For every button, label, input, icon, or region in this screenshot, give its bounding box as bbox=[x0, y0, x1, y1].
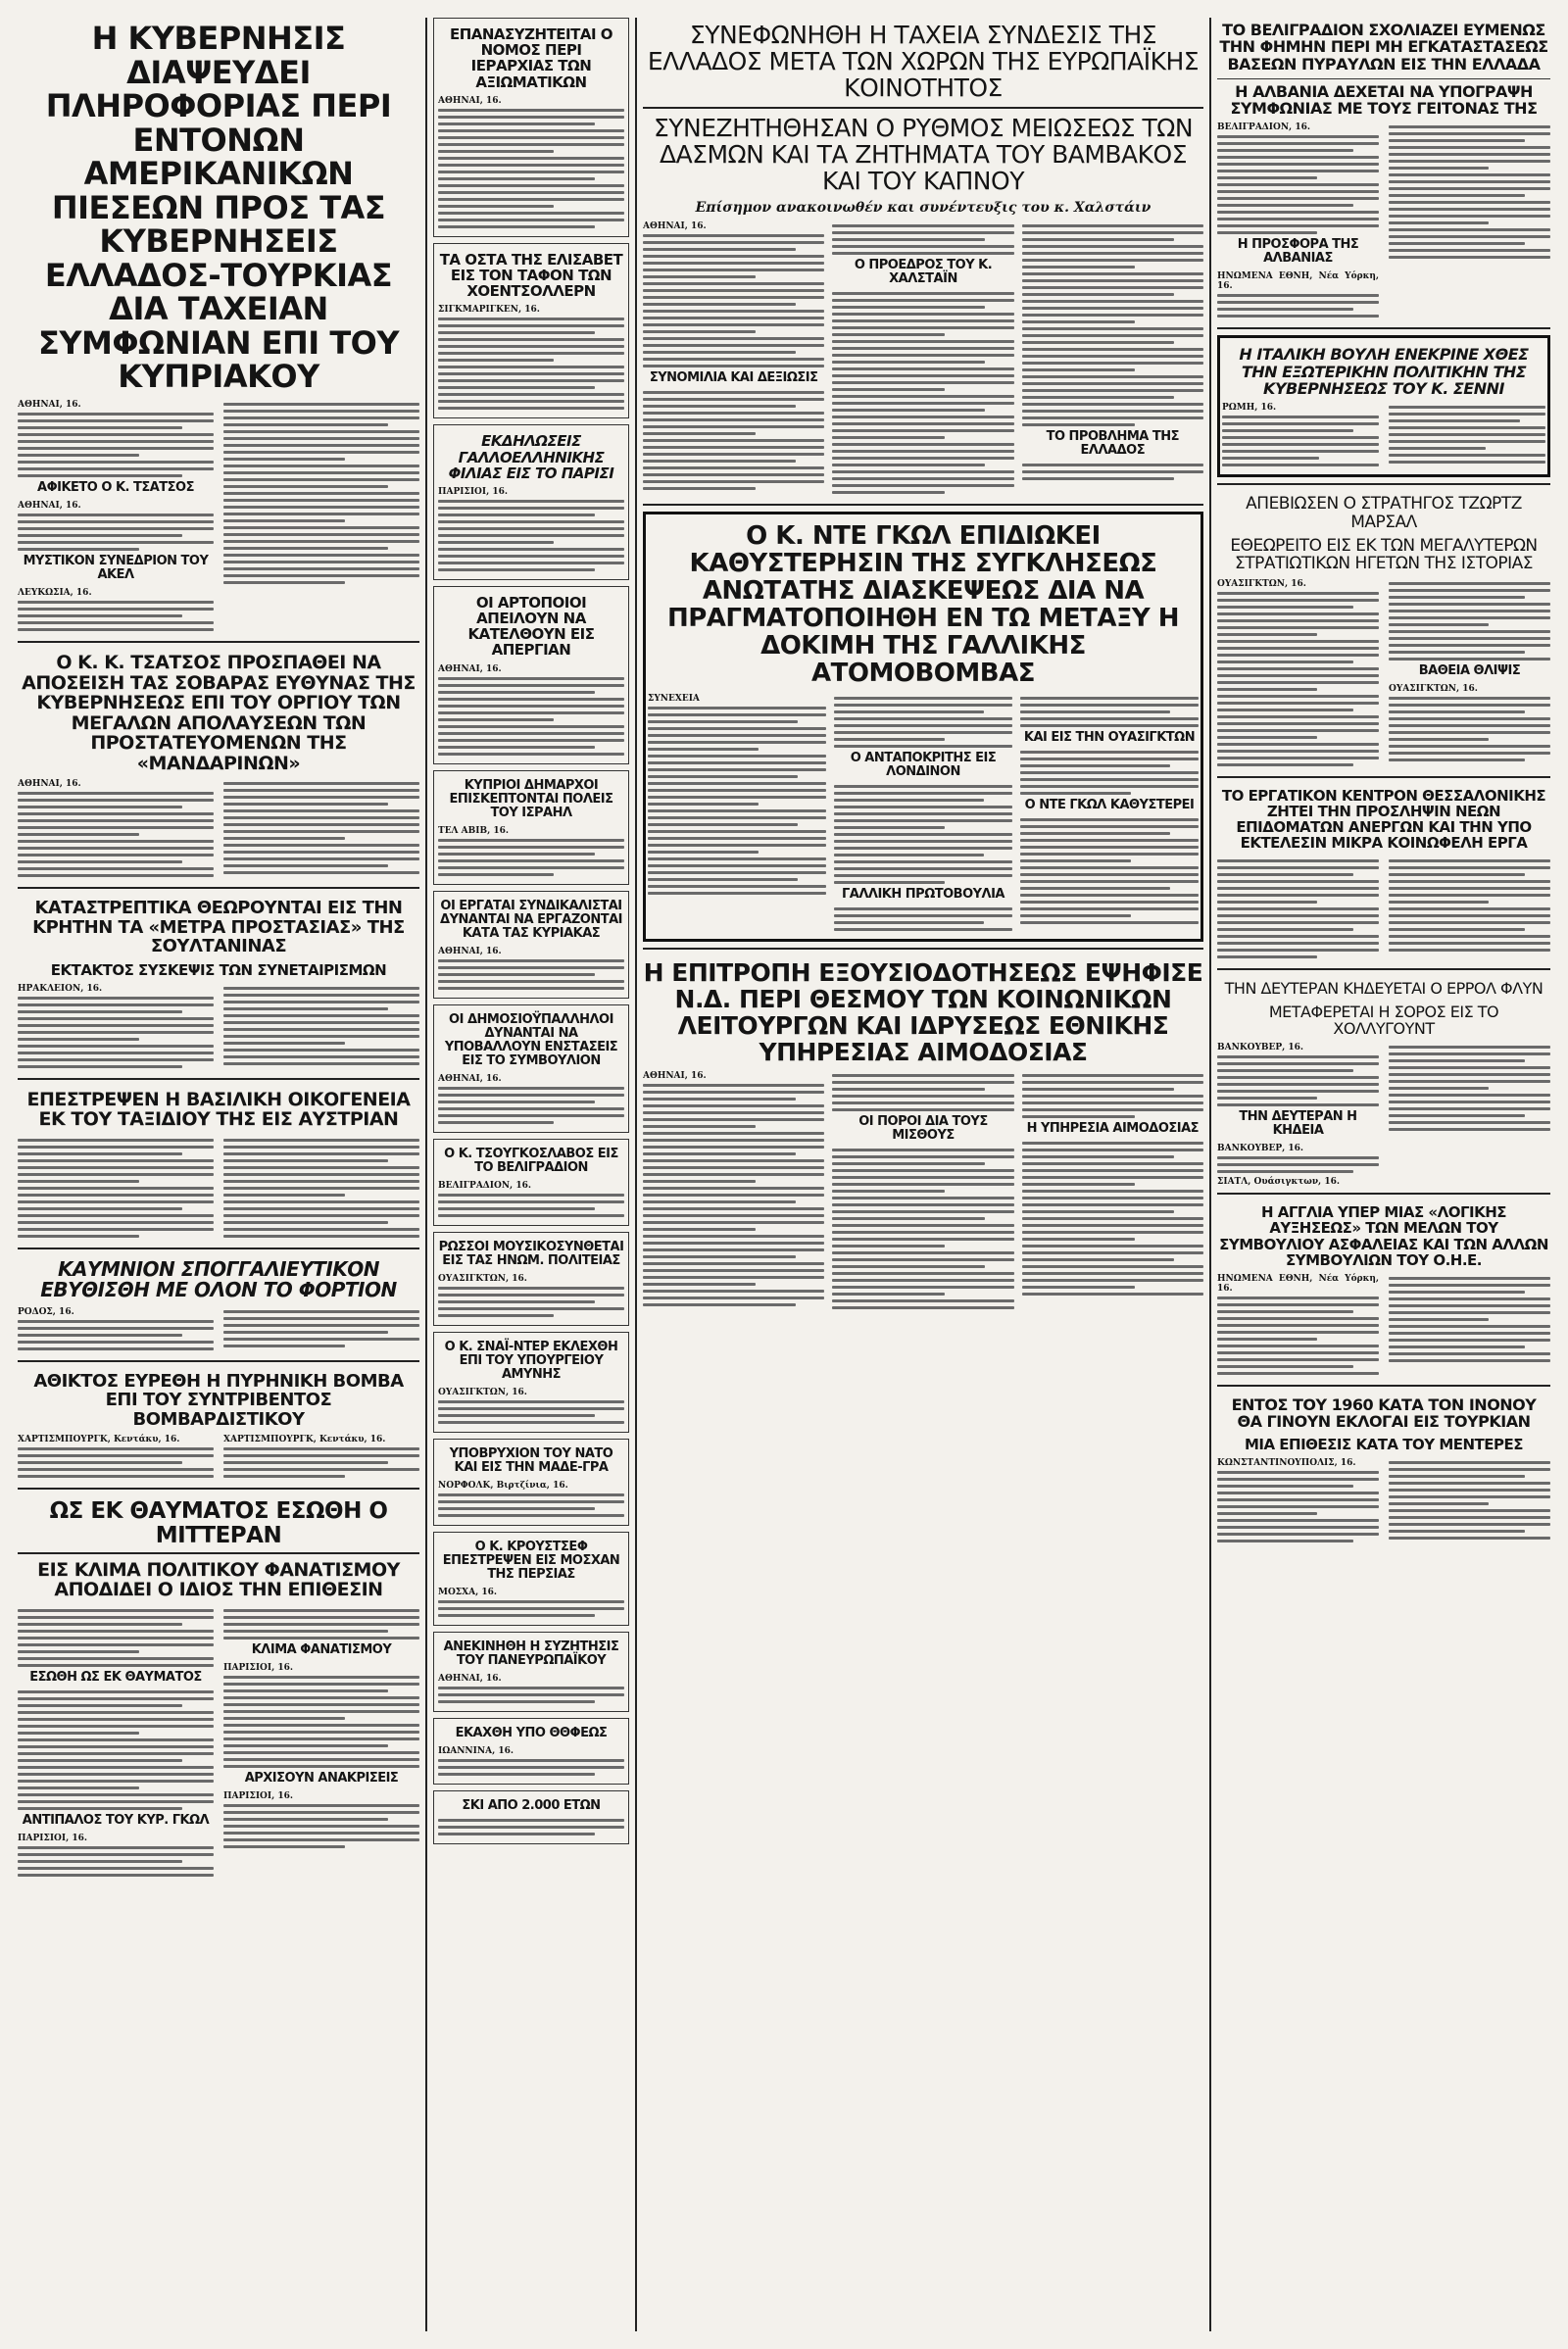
article-body bbox=[1022, 1071, 1203, 1313]
article-cypriot-mayors bbox=[433, 770, 629, 885]
dateline: ΑΘΗΝΑΙ, 16. bbox=[438, 1674, 502, 1685]
column-right bbox=[1217, 18, 1550, 1552]
dateline: ΠΑΡΙΣΙΟΙ, 16. bbox=[18, 1833, 88, 1843]
article-body bbox=[1389, 403, 1545, 470]
headline: ΟΙ ΑΡΤΟΠΟΙΟΙ ΑΠΕΙΛΟΥΝ ΝΑ ΚΑΤΕΛΘΟΥΝ ΕΙΣ ΑΠΕΡΓΙΑΝ bbox=[467, 593, 595, 660]
article-body bbox=[643, 221, 824, 498]
divider bbox=[1217, 1385, 1550, 1387]
subheadline: ΚΑΙ ΕΙΣ ΤΗΝ ΟΥΑΣΙΓΚΤΩΝ bbox=[1023, 729, 1196, 745]
article-nuclear-bomb bbox=[18, 1368, 419, 1482]
article-body bbox=[18, 1606, 214, 1881]
divider bbox=[18, 1488, 419, 1490]
article-body bbox=[438, 1388, 624, 1424]
dateline: ΒΑΝΚΟΥΒΕΡ, 16. bbox=[1217, 1043, 1304, 1053]
divider bbox=[18, 1360, 419, 1362]
article-body bbox=[1389, 1274, 1550, 1379]
subheadline: ΓΑΛΛΙΚΗ ΠΡΩΤΟΒΟΥΛΙΑ bbox=[842, 886, 1004, 902]
dateline: ΑΘΗΝΑΙ, 16. bbox=[438, 946, 502, 956]
dateline: ΜΟΣΧΑ, 16. bbox=[438, 1588, 498, 1598]
column-rule bbox=[635, 18, 637, 2331]
article-elisabeth bbox=[433, 243, 629, 419]
subheadline: ΒΑΘΕΙΑ ΘΛΙΨΙΣ bbox=[1418, 662, 1521, 678]
article-body bbox=[1217, 1274, 1379, 1379]
divider bbox=[18, 1078, 419, 1080]
article-body bbox=[834, 694, 1012, 935]
article-workers-sundays bbox=[433, 891, 629, 999]
headline: Ο Κ. ΚΡΟΥΣΤΣΕΦ ΕΠΕΣΤΡΕΨΕΝ ΕΙΣ ΜΟΣΧΑΝ ΤΗΣ ΠΕΡΣΙΑΣ bbox=[442, 1540, 620, 1583]
dateline: ΝΟΡΦΟΛΚ, Βιρτζίνια, 16. bbox=[438, 1481, 568, 1492]
headline: Η ΕΠΙΤΡΟΠΗ ΕΞΟΥΣΙΟΔΟΤΗΣΕΩΣ ΕΨΗΦΙΣΕ Ν.Δ. ΠΕΡΙ ΘΕΣΜΟΥ ΤΩΝ ΚΟΙΝΩΝΙΚΩΝ ΛΕΙΤΟΥΡΓΩΝ ΚΑΙ ΙΔΡΥΣΕΩΣ ΕΘΝΙΚΗΣ ΥΠΗΡΕΣΙΑΣ ΑΙΜΟΔΟΣΙΑΣ bbox=[643, 957, 1203, 1066]
headline: ΑΘΙΚΤΟΣ ΕΥΡΕΘΗ Η ΠΥΡΗΝΙΚΗ ΒΟΜΒΑ ΕΠΙ ΤΟΥ ΣΥΝΤΡΙΒΕΝΤΟΣ ΒΟΜΒΑΡΔΙΣΤΙΚΟΥ bbox=[33, 1370, 404, 1430]
article-body bbox=[438, 1481, 624, 1517]
dateline: ΑΘΗΝΑΙ, 16. bbox=[643, 221, 707, 231]
subheadline: ΟΙ ΠΟΡΟΙ ΔΙΑ ΤΟΥΣ ΜΙΣΘΟΥΣ bbox=[858, 1113, 988, 1143]
headline: ΕΠΕΣΤΡΕΨΕΝ Η ΒΑΣΙΛΙΚΗ ΟΙΚΟΓΕΝΕΙΑ ΕΚ ΤΟΥ ΤΑΞΙΔΙΟΥ ΤΗΣ ΕΙΣ ΑΥΣΤΡΙΑΝ bbox=[26, 1088, 411, 1131]
divider bbox=[18, 887, 419, 889]
article-body bbox=[223, 1307, 419, 1354]
dateline: ΗΝΩΜΕΝΑ ΕΘΝΗ, Νέα Υόρκη, 16. bbox=[1217, 271, 1379, 292]
subheadline: ΜΥΣΤΙΚΟΝ ΣΥΝΕΔΡΙΟΝ ΤΟΥ ΑΚΕΛ bbox=[23, 554, 209, 583]
article-body bbox=[1022, 221, 1203, 498]
article-body bbox=[1217, 856, 1379, 962]
headline: ΑΠΕΒΙΩΣΕΝ Ο ΣΤΡΑΤΗΓΟΣ ΤΖΩΡΤΖ ΜΑΡΣΑΛ bbox=[1246, 494, 1522, 532]
article-body bbox=[438, 1588, 624, 1617]
article-body bbox=[1222, 403, 1379, 470]
article-body bbox=[223, 1136, 419, 1242]
subheadline: ΕΘΕΩΡΕΙΤΟ ΕΙΣ ΕΚ ΤΩΝ ΜΕΓΑΛΥΤΕΡΩΝ ΣΤΡΑΤΙΩΤΙΚΩΝ ΗΓΕΤΩΝ ΤΗΣ ΙΣΤΟΡΙΑΣ bbox=[1230, 535, 1538, 574]
headline: ΑΝΕΚΙΝΗΘΗ Η ΣΥΖΗΤΗΣΙΣ ΤΟΥ ΠΑΝΕΥΡΩΠΑΪΚΟΥ bbox=[443, 1639, 619, 1669]
headline: ΣΥΝΕΦΩΝΗΘΗ Η ΤΑΧΕΙΑ ΣΥΝΔΕΣΙΣ ΤΗΣ ΕΛΛΑΔΟΣ ΜΕΤΑ ΤΩΝ ΧΩΡΩΝ ΤΗΣ ΕΥΡΩΠΑΪΚΗΣ ΚΟΙΝΟΤΗΤΟΣ bbox=[647, 21, 1200, 102]
article-body bbox=[1217, 1458, 1379, 1546]
article-body bbox=[18, 1136, 214, 1242]
headline: ΤΟ ΕΡΓΑΤΙΚΟΝ ΚΕΝΤΡΟΝ ΘΕΣΣΑΛΟΝΙΚΗΣ ΖΗΤΕΙ ΤΗΝ ΠΡΟΣΛΗΨΙΝ ΝΕΩΝ ΕΠΙΔΟΜΑΤΩΝ ΑΝΕΡΓΩΝ ΚΑΙ ΤΗΝ ΥΠΟ ΕΚΤΕΛΕΣΙΝ ΜΙΚΡΑ ΚΟΙΝΩΦΕΛΗ ΕΡΓΑ bbox=[1221, 786, 1546, 853]
article-body bbox=[1217, 579, 1379, 770]
headline: ΚΑΥΜΝΙΟΝ ΣΠΟΓΓΑΛΙΕΥΤΙΚΟΝ ΕΒΥΘΙΣΘΗ ΜΕ ΟΛΟΝ ΤΟ ΦΟΡΤΙΟΝ bbox=[40, 1256, 397, 1302]
headline: Ο Κ. Κ. ΤΣΑΤΣΟΣ ΠΡΟΣΠΑΘΕΙ ΝΑ ΑΠΟΣΕΙΣΗ ΤΑΣ ΣΟΒΑΡΑΣ ΕΥΘΥΝΑΣ ΤΗΣ ΚΥΒΕΡΝΗΣΕΩΣ ΕΠΙ ΤΟΥ ΟΡΓΙΟΥ ΤΩΝ ΜΕΓΑΛΩΝ ΑΠΟΛΑΥΣΕΩΝ ΤΩΝ ΠΡΟΣΤΑΤΕΥΟΜΕΝΩΝ ΤΗΣ «ΜΑΝΔΑΡΙΝΩΝ» bbox=[22, 652, 416, 774]
article-body bbox=[438, 664, 624, 756]
article-bakers bbox=[433, 586, 629, 764]
dateline: ΚΩΝΣΤΑΝΤΙΝΟΥΠΟΛΙΣ, 16. bbox=[1217, 1457, 1356, 1468]
headline: Ο Κ. ΤΣΟΥΓΚΟΣΛΑΒΟΣ ΕΙΣ ΤΟ ΒΕΛΙΓΡΑΔΙΟΝ bbox=[444, 1146, 618, 1175]
dateline: ΑΘΗΝΑΙ, 16. bbox=[18, 400, 81, 411]
article-eec bbox=[643, 18, 1203, 498]
dateline: ΑΘΗΝΑΙ, 16. bbox=[438, 663, 502, 674]
article-cyprus-pressures bbox=[18, 18, 419, 635]
column-rule bbox=[1209, 18, 1211, 2331]
article-body bbox=[223, 779, 419, 881]
article-body bbox=[832, 1071, 1013, 1313]
article-body bbox=[18, 984, 214, 1072]
headline: ΤΑ ΟΣΤΑ ΤΗΣ ΕΛΙΣΑΒΕΤ ΕΙΣ ΤΟΝ ΤΑΦΟΝ ΤΩΝ ΧΟΕΝΤΣΟΛΛΕΡΝ bbox=[439, 250, 623, 301]
article-errol-flynn bbox=[1217, 976, 1550, 1187]
headline: Η ΙΤΑΛΙΚΗ ΒΟΥΛΗ ΕΝΕΚΡΙΝΕ ΧΘΕΣ ΤΗΝ ΕΞΩΤΕΡΙΚΗΝ ΠΟΛΙΤΙΚΗΝ ΤΗΣ ΚΥΒΕΡΝΗΣΕΩΣ ΤΟΥ Κ. ΣΕΝΝΙ bbox=[1239, 345, 1529, 398]
article-thessaloniki bbox=[1217, 784, 1550, 963]
headline: Η ΑΛΒΑΝΙΑ ΔΕΧΕΤΑΙ ΝΑ ΥΠΟΓΡΑΨΗ ΣΥΜΦΩΝΙΑΣ ΜΕ ΤΟΥΣ ΓΕΙΤΟΝΑΣ ΤΗΣ bbox=[1230, 81, 1538, 119]
headline: ΡΩΣΣΟΙ ΜΟΥΣΙΚΟΣΥΝΘΕΤΑΙ ΕΙΣ ΤΑΣ ΗΝΩΜ. ΠΟΛΙΤΕΙΑΣ bbox=[438, 1240, 624, 1269]
dateline: ΠΑΡΙΣΙΟΙ, 16. bbox=[223, 1662, 294, 1673]
article-body bbox=[1389, 1043, 1550, 1187]
dateline: ΒΕΛΙΓΡΑΔΙΟΝ, 16. bbox=[438, 1181, 531, 1191]
article-turkey-elections bbox=[1217, 1393, 1550, 1546]
dateline: ΧΑΡΤΙΣΜΠΟΥΡΓΚ, Κεντάκυ, 16. bbox=[223, 1435, 386, 1445]
headline: ΟΙ ΔΗΜΟΣΙΟΫΠΑΛΛΗΛΟΙ ΔΥΝΑΝΤΑΙ ΝΑ ΥΠΟΒΑΛΛΟΥΝ ΕΝΣΤΑΣΕΙΣ ΕΙΣ ΤΟ ΣΥΜΒΟΥΛΙΟΝ bbox=[444, 1011, 618, 1068]
subheadline: ΕΙΣ ΚΛΙΜΑ ΠΟΛΙΤΙΚΟΥ ΦΑΝΑΤΙΣΜΟΥ ΑΠΟΔΙΔΕΙ Ο ΙΔΙΟΣ ΤΗΝ ΕΠΙΘΕΣΙΝ bbox=[37, 1558, 400, 1601]
column-1 bbox=[18, 18, 419, 1886]
article-civil-servants bbox=[433, 1004, 629, 1133]
divider bbox=[643, 107, 1203, 109]
subheadline: ΑΡΧΙΣΟΥΝ ΑΝΑΚΡΙΣΕΙΣ bbox=[244, 1770, 399, 1786]
article-body bbox=[223, 1606, 419, 1881]
headline: Ο Κ. ΣΝΑΪ-ΝΤΕΡ ΕΚΛΕΧΘΗ ΕΠΙ ΤΟΥ ΥΠΟΥΡΓΕΙΟΥ ΑΜΥΝΗΣ bbox=[444, 1340, 618, 1383]
dateline: ΟΥΑΣΙΓΚΤΩΝ, 16. bbox=[438, 1388, 527, 1398]
article-italy bbox=[1217, 335, 1550, 477]
dateline: ΤΕΛ ΑΒΙΒ, 16. bbox=[438, 825, 510, 836]
headline: ΥΠΟΒΡΥΧΙΟΝ ΤΟΥ ΝΑΤΟ ΚΑΙ ΕΙΣ ΤΗΝ ΜΑΔΕ-ΓΡΑ bbox=[449, 1446, 613, 1476]
article-franco-greek bbox=[433, 424, 629, 580]
article-ski bbox=[433, 1790, 629, 1844]
column-2 bbox=[433, 18, 629, 1850]
article-body bbox=[438, 947, 624, 990]
dateline: ΟΥΑΣΙΓΚΤΩΝ, 16. bbox=[1389, 683, 1478, 694]
subheadline: ΑΦΙΚΕΤΟ Ο Κ. ΤΣΑΤΣΟΣ bbox=[37, 480, 194, 496]
headline: Η ΑΓΓΛΙΑ ΥΠΕΡ ΜΙΑΣ «ΛΟΓΙΚΗΣ ΑΥΞΗΣΕΩΣ» ΤΩΝ ΜΕΛΩΝ ΤΟΥ ΣΥΜΒΟΥΛΙΟΥ ΑΣΦΑΛΕΙΑΣ ΚΑΙ ΤΩΝ ΑΛΛΩΝ ΣΥΜΒΟΥΛΙΩΝ ΤΟΥ Ο.Η.Ε. bbox=[1219, 1203, 1548, 1269]
divider bbox=[1217, 776, 1550, 778]
dateline: ΠΑΡΙΣΙΟΙ, 16. bbox=[438, 486, 509, 497]
article-body bbox=[438, 1074, 624, 1124]
dateline: ΑΘΗΝΑΙ, 16. bbox=[643, 1070, 707, 1081]
divider bbox=[1217, 483, 1550, 485]
newspaper-page bbox=[18, 18, 1550, 2331]
dateline: ΙΩΑΝΝΙΝΑ, 16. bbox=[438, 1746, 514, 1757]
article-royal-family bbox=[18, 1086, 419, 1242]
article-body bbox=[18, 779, 214, 881]
headline: ΚΥΠΡΙΟΙ ΔΗΜΑΡΧΟΙ ΕΠΙΣΚΕΠΤΟΝΤΑΙ ΠΟΛΕΙΣ ΤΟΥ ΙΣΡΑΗΛ bbox=[449, 777, 613, 820]
article-crete bbox=[18, 895, 419, 1072]
subheadline: Ο ΝΤΕ ΓΚΩΛ ΚΑΘΥΣΤΕΡΕΙ bbox=[1024, 797, 1195, 812]
headline: ΕΝΤΟΣ ΤΟΥ 1960 ΚΑΤΑ ΤΟΝ ΙΝΟΝΟΥ ΘΑ ΓΙΝΟΥΝ ΕΚΛΟΓΑΙ ΕΙΣ ΤΟΥΡΚΙΑΝ bbox=[1231, 1395, 1537, 1432]
article-body bbox=[643, 1071, 824, 1313]
article-officers-law bbox=[433, 18, 629, 237]
headline: ΣΚΙ ΑΠΟ 2.000 ΕΤΩΝ bbox=[462, 1798, 601, 1814]
dateline: ΟΥΑΣΙΓΚΤΩΝ, 16. bbox=[1217, 578, 1306, 589]
article-body bbox=[1389, 122, 1550, 321]
divider bbox=[18, 1248, 419, 1249]
article-pan-european bbox=[433, 1632, 629, 1712]
article-russian-composers bbox=[433, 1232, 629, 1326]
article-defense bbox=[433, 1332, 629, 1433]
subheadline: ΑΝΤΙΠΑΛΟΣ ΤΟΥ ΚΥΡ. ΓΚΩΛ bbox=[22, 1812, 210, 1828]
article-sponge-boat bbox=[18, 1255, 419, 1354]
dateline: ΡΟΔΟΣ, 16. bbox=[18, 1306, 74, 1317]
divider bbox=[18, 641, 419, 643]
article-khrushchev bbox=[433, 1532, 629, 1626]
headline: ΕΚΑΧΘΗ ΥΠΟ ΘΘΦΕΩΣ bbox=[455, 1726, 608, 1741]
dateline: ΠΑΡΙΣΙΟΙ, 16. bbox=[223, 1790, 294, 1801]
article-body bbox=[438, 1819, 624, 1835]
subheadline: ΤΗΝ ΔΕΥΤΕΡΑΝ Η ΚΗΔΕΙΑ bbox=[1239, 1109, 1357, 1139]
article-social-workers bbox=[643, 955, 1203, 1313]
headline: ΕΠΑΝΑΣΥΖΗΤΕΙΤΑΙ Ο ΝΟΜΟΣ ΠΕΡΙ ΙΕΡΑΡΧΙΑΣ ΤΩΝ ΑΞΙΩΜΑΤΙΚΩΝ bbox=[449, 25, 613, 91]
article-body bbox=[18, 1307, 214, 1354]
article-body bbox=[438, 826, 624, 876]
headline: Η ΚΥΒΕΡΝΗΣΙΣ ΔΙΑΨΕΥΔΕΙ ΠΛΗΡΟΦΟΡΙΑΣ ΠΕΡΙ ΕΝΤΟΝΩΝ ΑΜΕΡΙΚΑΝΙΚΩΝ ΠΙΕΣΕΩΝ ΠΡΟΣ ΤΑΣ ΚΥΒΕΡΝΗΣΕΙΣ ΕΛΛΑΔΟΣ-ΤΟΥΡΚΙΑΣ ΔΙΑ ΤΑΧΕΙΑΝ ΣΥΜΦΩΝΙΑΝ ΕΠΙ ΤΟΥ ΚΥΠΡΙΑΚΟΥ bbox=[37, 20, 400, 396]
headline: ΟΙ ΕΡΓΑΤΑΙ ΣΥΝΔΙΚΑΛΙΣΤΑΙ ΔΥΝΑΝΤΑΙ ΝΑ ΕΡΓΑΖΟΝΤΑΙ ΚΑΤΑ ΤΑΣ ΚΥΡΙΑΚΑΣ bbox=[440, 898, 622, 941]
dateline: ΑΘΗΝΑΙ, 16. bbox=[18, 779, 81, 790]
dateline: ΗΡΑΚΛΕΙΟΝ, 16. bbox=[18, 983, 103, 994]
article-body bbox=[438, 1274, 624, 1317]
article-body bbox=[1389, 856, 1550, 962]
article-body bbox=[1020, 694, 1199, 935]
subheadline: Η ΠΡΟΣΦΟΡΑ ΤΗΣ ΑΛΒΑΝΙΑΣ bbox=[1237, 237, 1359, 267]
subheadline: Ο ΑΝΤΑΠΟΚΡΙΤΗΣ ΕΙΣ ΛΟΝΔΙΝΟΝ bbox=[850, 750, 997, 779]
dateline: ΟΥΑΣΙΓΚΤΩΝ, 16. bbox=[438, 1274, 527, 1285]
article-body bbox=[438, 96, 624, 228]
subheadline: Ο ΠΡΟΕΔΡΟΣ ΤΟΥ Κ. ΧΑΛΣΤΑΪΝ bbox=[854, 258, 993, 287]
article-marshall bbox=[1217, 491, 1550, 769]
continued-label: ΣΥΝΕΧΕΙΑ bbox=[648, 693, 700, 704]
article-submarine bbox=[433, 1439, 629, 1526]
article-body bbox=[223, 400, 419, 635]
headline: ΚΑΤΑΣΤΡΕΠΤΙΚΑ ΘΕΩΡΟΥΝΤΑΙ ΕΙΣ ΤΗΝ ΚΡΗΤΗΝ ΤΑ «ΜΕΤΡΑ ΠΡΟΣΤΑΣΙΑΣ» ΤΗΣ ΣΟΥΛΤΑΝΙΝΑΣ bbox=[32, 898, 405, 957]
article-body bbox=[1217, 1043, 1379, 1187]
dateline: ΗΝΩΜΕΝΑ ΕΘΝΗ, Νέα Υόρκη, 16. bbox=[1217, 1273, 1379, 1294]
dateline: ΒΕΛΙΓΡΑΔΙΟΝ, 16. bbox=[1217, 122, 1310, 133]
dateline: ΛΕΥΚΩΣΙΑ, 16. bbox=[18, 588, 92, 599]
article-body bbox=[1389, 579, 1550, 770]
divider bbox=[1217, 78, 1550, 79]
column-rule bbox=[425, 18, 427, 2331]
article-body bbox=[438, 1746, 624, 1776]
article-body bbox=[438, 1181, 624, 1217]
divider bbox=[1217, 1193, 1550, 1195]
subheadline: ΕΣΩΘΗ ΩΣ ΕΚ ΘΑΥΜΑΤΟΣ bbox=[29, 1669, 202, 1685]
subheadline: Επίσημον ανακοινωθέν και συνέντευξις του κ. Χαλστάιν bbox=[695, 200, 1152, 216]
article-body bbox=[1217, 122, 1379, 321]
article-tsatsos bbox=[18, 649, 419, 881]
dateline: ΒΑΝΚΟΥΒΕΡ, 16. bbox=[1217, 1144, 1304, 1154]
headline: ΩΣ ΕΚ ΘΑΥΜΑΤΟΣ ΕΣΩΘΗ Ο ΜΙΤΤΕΡΑΝ bbox=[18, 1499, 419, 1554]
headline: ΤΟ ΒΕΛΙΓΡΑΔΙΟΝ ΣΧΟΛΙΑΖΕΙ ΕΥΜΕΝΩΣ ΤΗΝ ΦΗΜΗΝ ΠΕΡΙ ΜΗ ΕΓΚΑΤΑΣΤΑΣΕΩΣ ΒΑΣΕΩΝ ΠΥΡΑΥΛΩΝ ΕΙΣ ΤΗΝ ΕΛΛΑΔΑ bbox=[1219, 21, 1548, 73]
subheadline: ΜΙΑ ΕΠΙΘΕΣΙΣ ΚΑΤΑ ΤΟΥ ΜΕΝΤΕΡΕΣ bbox=[1244, 1435, 1524, 1453]
dateline: ΑΘΗΝΑΙ, 16. bbox=[18, 501, 81, 512]
dateline: ΡΩΜΗ, 16. bbox=[1222, 403, 1277, 414]
center-columns bbox=[643, 18, 1203, 1319]
divider bbox=[643, 948, 1203, 950]
dateline: ΣΙΓΚΜΑΡΙΓΚΕΝ, 16. bbox=[438, 305, 540, 316]
subheadline: Η ΥΠΗΡΕΣΙΑ ΑΙΜΟΔΟΣΙΑΣ bbox=[1026, 1120, 1200, 1136]
article-mitterrand bbox=[18, 1495, 419, 1881]
subheadline: ΕΚΤΑΚΤΟΣ ΣΥΣΚΕΨΙΣ ΤΩΝ ΣΥΝΕΤΑΙΡΙΣΜΩΝ bbox=[50, 960, 387, 979]
article-body bbox=[438, 305, 624, 410]
article-body bbox=[438, 1674, 624, 1703]
dateline: ΧΑΡΤΙΣΜΠΟΥΡΓΚ, Κεντάκυ, 16. bbox=[18, 1435, 180, 1445]
headline: ΤΗΝ ΔΕΥΤΕΡΑΝ ΚΗΔΕΥΕΤΑΙ Ο ΕΡΡΟΛ ΦΛΥΝ bbox=[1224, 979, 1544, 999]
dateline: ΑΘΗΝΑΙ, 16. bbox=[438, 95, 502, 106]
headline: Ο Κ. ΝΤΕ ΓΚΩΛ ΕΠΙΔΙΩΚΕΙ ΚΑΘΥΣΤΕΡΗΣΙΝ ΤΗΣ ΣΥΓΚΛΗΣΕΩΣ ΑΝΩΤΑΤΗΣ ΔΙΑΣΚΕΨΕΩΣ ΔΙΑ ΝΑ ΠΡΑΓΜΑΤΟΠΟΙΗΘΗ ΕΝ ΤΩ ΜΕΤΑΞΥ Η ΔΟΚΙΜΗ ΤΗΣ ΓΑΛΛΙΚΗΣ ΑΤΟΜΟΒΟΜΒΑΣ bbox=[666, 521, 1180, 689]
article-body bbox=[18, 1435, 214, 1482]
headline: ΕΚΔΗΛΩΣΕΙΣ ΓΑΛΛΟΕΛΛΗΝΙΚΗΣ ΦΙΛΙΑΣ ΕΙΣ ΤΟ ΠΑΡΙΣΙ bbox=[448, 432, 614, 482]
article-body bbox=[1389, 1458, 1550, 1546]
divider bbox=[643, 504, 1203, 506]
subheadline: ΣΥΝΟΜΙΛΙΑ ΚΑΙ ΔΕΞΙΩΣΙΣ bbox=[649, 370, 818, 385]
subheadline: ΜΕΤΑΦΕΡΕΤΑΙ Η ΣΟΡΟΣ ΕΙΣ ΤΟ ΧΟΛΛΥΓΟΥΝΤ bbox=[1268, 1002, 1499, 1038]
divider bbox=[1217, 968, 1550, 970]
divider bbox=[1217, 327, 1550, 329]
article-body bbox=[18, 400, 214, 635]
dateline: ΑΘΗΝΑΙ, 16. bbox=[438, 1073, 502, 1084]
article-body bbox=[223, 1435, 419, 1482]
article-body bbox=[832, 221, 1013, 498]
subheadline: ΚΛΙΜΑ ΦΑΝΑΤΙΣΜΟΥ bbox=[251, 1641, 392, 1657]
article-body bbox=[648, 694, 826, 935]
article-un-council bbox=[1217, 1200, 1550, 1379]
article-body bbox=[223, 984, 419, 1072]
subheadline: ΤΟ ΠΡΟΒΛΗΜΑ ΤΗΣ ΕΛΛΑΔΟΣ bbox=[1046, 429, 1180, 459]
article-snake bbox=[433, 1718, 629, 1785]
dateline: ΣΙΑΤΛ, Ουάσιγκτων, 16. bbox=[1217, 1177, 1340, 1188]
article-body bbox=[438, 487, 624, 571]
article-belgrade bbox=[1217, 18, 1550, 321]
headline: ΣΥΝΕΖΗΤΗΘΗΣΑΝ Ο ΡΥΘΜΟΣ ΜΕΙΩΣΕΩΣ ΤΩΝ ΔΑΣΜΩΝ ΚΑΙ ΤΑ ΖΗΤΗΜΑΤΑ ΤΟΥ ΒΑΜΒΑΚΟΣ ΚΑΙ ΤΟΥ ΚΑΠΝΟΥ bbox=[653, 114, 1194, 195]
article-belgrade-visit bbox=[433, 1139, 629, 1226]
article-de-gaulle bbox=[643, 512, 1203, 942]
